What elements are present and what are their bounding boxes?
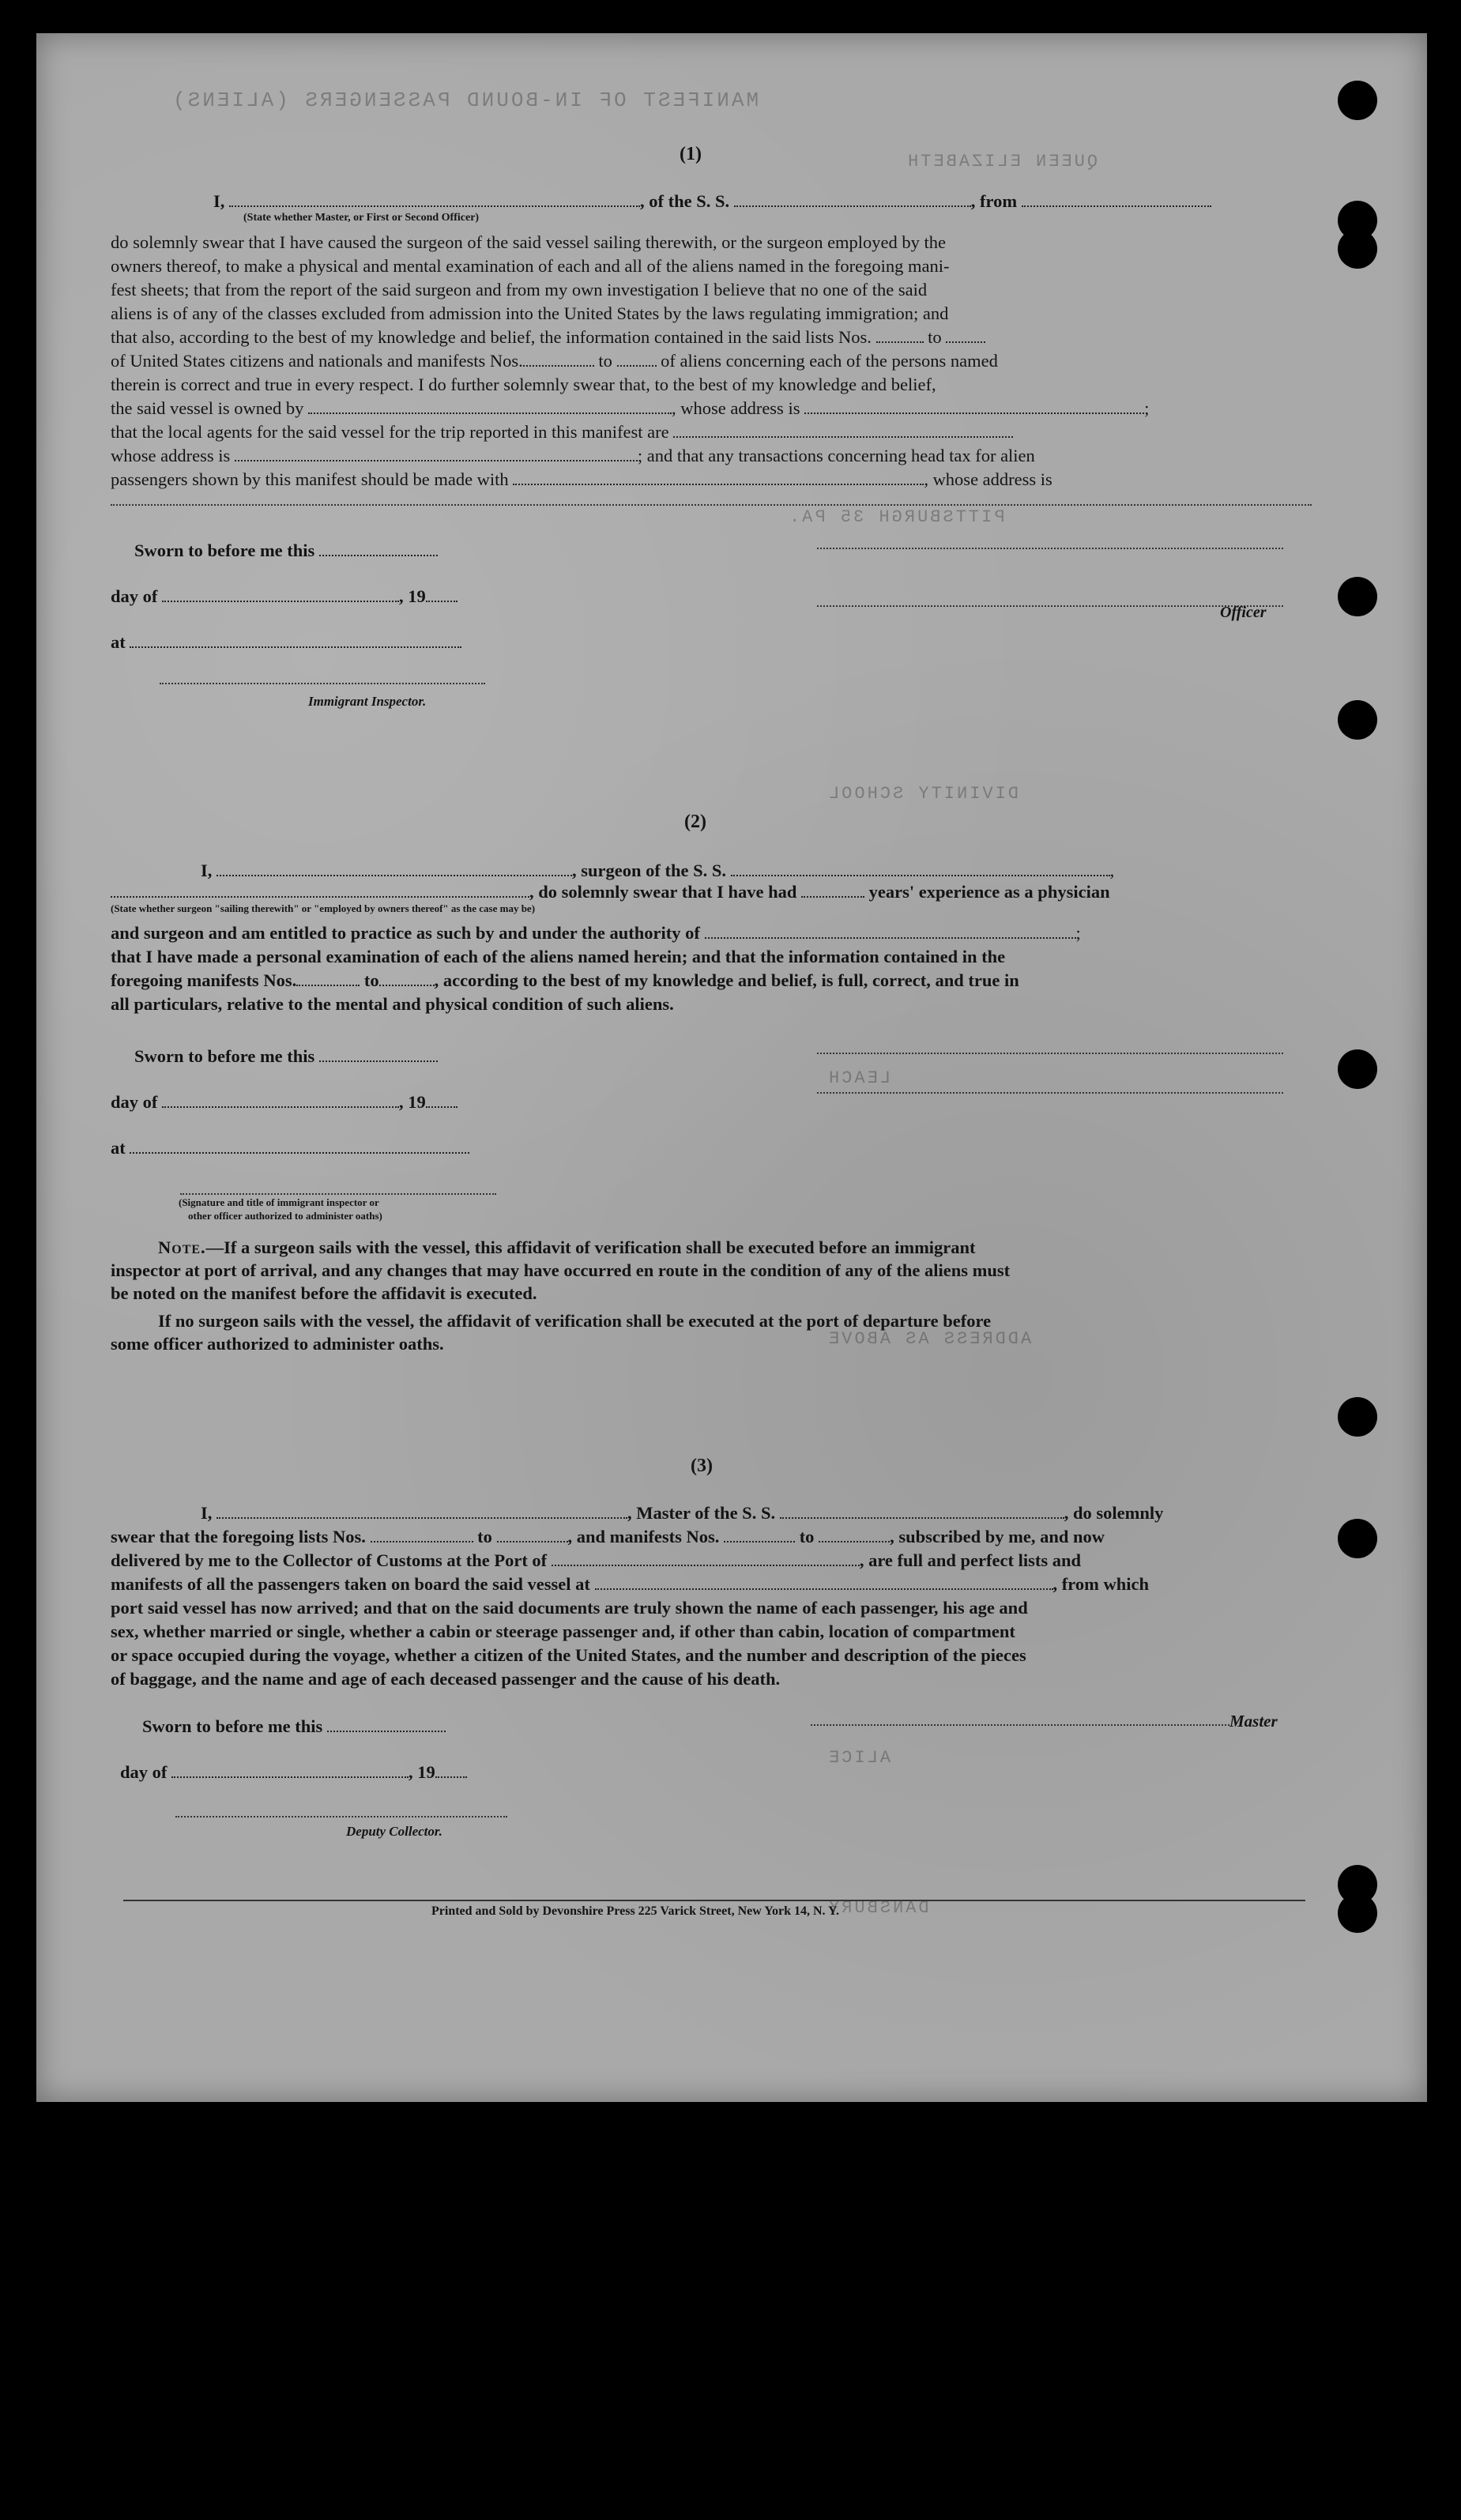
s3-day-of: day of , 19 (120, 1761, 467, 1784)
punch-hole (1338, 700, 1377, 740)
s1-sworn: Sworn to before me this (134, 539, 438, 562)
s2-no-surgeon-2: some officer authorized to administer oaths. (111, 1334, 444, 1354)
surgeon-note: (State whether surgeon "sailing therewith" or "employed by owners thereof" as the case may be) (111, 902, 536, 914)
s3-line-8: of baggage, and the name and age of each deceased passenger and the cause of his death. (111, 1669, 781, 1689)
s2-note-1: Note.—If a surgeon sails with the vessel, this affidavit of verification shall be executed before an immigrant (158, 1237, 976, 1257)
master-line (811, 1724, 1229, 1726)
inspector-line (160, 683, 485, 684)
s2-no-surgeon-1: If no surgeon sails with the vessel, the affidavit of verification shall be executed at the port of departure before (158, 1311, 992, 1331)
s3-line-4: manifests of all the passengers taken on board the said vessel at , from which (111, 1574, 1149, 1594)
s2-day-of: day of , 19 (111, 1090, 458, 1113)
s1-officer-line-2 (817, 605, 1283, 607)
s3-sworn: Sworn to before me this (142, 1715, 446, 1738)
s3-line-1: I, , Master of the S. S. , do solemnly (201, 1503, 1164, 1523)
s3-line-2: swear that the foregoing lists Nos. to , and manifests Nos. to , subscribed by me, and now (111, 1527, 1105, 1546)
s1-line-10: that the local agents for the said vessel for the trip reported in this manifest are (111, 420, 1013, 443)
deputy-line (175, 1816, 507, 1817)
punch-hole (1338, 1049, 1377, 1089)
officer-label: Officer (1220, 604, 1267, 621)
s1-line-8: therein is correct and true in every respect. I do further solemnly swear that, to the best of my knowledge and belief, (111, 375, 936, 394)
s3-line-6: sex, whether married or single, whether a cabin or steerage passenger and, if other than cabin, location of compartment (111, 1622, 1015, 1641)
section-1-number: (1) (680, 144, 702, 164)
s2-line-3: and surgeon and am entitled to practice as such by and under the authority of ; (111, 923, 1081, 943)
punch-hole (1338, 81, 1377, 120)
s2-line-6: all particulars, relative to the mental and physical condition of such aliens. (111, 994, 674, 1014)
s1-line-5: aliens is of any of the classes excluded from admission into the United States by the laws regulating immigration; and (111, 303, 949, 323)
s1-line-4: fest sheets; that from the report of the said surgeon and from my own investigation I believe that no one of the said (111, 280, 928, 299)
s1-line-12: passengers shown by this manifest should be made with , whose address is (111, 469, 1052, 489)
s1-line-7: of United States citizens and nationals and manifests Nos. to of aliens concerning each of the persons named (111, 351, 998, 371)
s2-note-3: be noted on the manifest before the affidavit is executed. (111, 1283, 537, 1303)
master-label: Master (1229, 1712, 1278, 1731)
deputy-label: Deputy Collector. (346, 1824, 442, 1839)
inspector-label: Immigrant Inspector. (308, 694, 427, 709)
printer-footer: Printed and Sold by Devonshire Press 225 Varick Street, New York 14, N. Y. (431, 1904, 840, 1918)
manifest-page: MANIFEST OF IN-BOUND PASSENGERS (ALIENS) QUEEN ELIZABETH PITTSBURGH 35 PA. DIVINITY SCHOOL LEACH ADDRESS AS ABOVE ALICE DANSBURY (1) I, , of the S. S. , from (State whether Master, or First or Second Officer) do solemnly swear that I have caused the surgeon of the said vessel sailing therewith, or the surgeon employed by the owners thereof, to make a physical and mental examination of each and all of the aliens named in the foregoing mani- fest sheets; that from the report of the said surgeon and from my own investigation I believe that no one of the said aliens is of any of the classes excluded from admission into the United States by the laws regulating immigration; and that also, according to the best of my knowledge and belief, the information contained in the said lists Nos. to of United States citizens and nationals and manifests Nos. to of aliens concerning each of the persons named therein is correct and true in every respect. I do further solemnly swear that, to the best of my knowledge and belief, the said vessel is owned by , whose address is ; that the local agents for the said vessel for the trip reported in this manifest are whose address is ; and that any transactions concerning head tax for alien passengers shown by this manifest should be made with , whose address is Sworn to before me this day of , 19 at Officer Immigrant Inspector. (2) I, , surgeon of the S. S. , , do solemnly swear that I have had years' experience as a physician (State whether surgeon "sailing therewith" or "employed by owners thereof" as the case may be) and surgeon and am entitled to practice as such by and under the authority of ; that I have made a personal examination of each of the aliens named herein; and that the information contained in the foregoing manifests Nos. to , according to the best of my knowledge and belief, is full, correct, and true in all particulars, relative to the mental and physical condition of such aliens. Sworn to before me this day of , 19 at (Signature and title of immigrant inspector or other officer authorized to administer oaths) Note.—If a surgeon sails with the vessel, this affidavit of verification shall be executed before an immigrant inspector at port of arrival, and any changes that may have occurred en route in the condition of any of the aliens must be noted on the manifest before the affidavit is executed. If no surgeon sails with the vessel, the affidavit of verification shall be executed at the port of departure before some officer authorized to administer oaths. (3) I, , Master of the S. S. , do solemnly swear that the foregoing lists Nos. to , and manifests Nos. to , subscribed by me, and now delivered by me to the Collector of Customs at the Port of , are full and perfect lists and manifests of all the passengers taken on board the said vessel at , from which port said vessel has now arrived; and that on the said documents are truly shown the name of each passenger, his age and sex, whether married or single, whether a cabin or steerage passenger and, if other than cabin, location of compartment or space occupied during the voyage, whether a citizen of the United States, and the number and description of the pieces of baggage, and the name and age of each deceased passenger and the cause of his death. Sworn to before me this Master day of , 19 Deputy Collector. Printed and Sold by Devonshire Press 225 Varick Street, New York 14, N. Y. (36, 33, 1427, 2102)
footer-rule (123, 1900, 1305, 1901)
s1-line-11: whose address is ; and that any transactions concerning head tax for alien (111, 446, 1035, 465)
section-2-number: (2) (684, 812, 706, 832)
s2-line-4: that I have made a personal examination of each of the aliens named herein; and that the information contained in the (111, 947, 1006, 966)
sig-note-2: other officer authorized to administer oaths) (188, 1210, 382, 1222)
officer-note: (State whether Master, or First or Second Officer) (243, 212, 480, 224)
s3-line-5: port said vessel has now arrived; and that on the said documents are truly shown the name of each passenger, his age and (111, 1598, 1028, 1618)
s1-line-9: the said vessel is owned by , whose address is ; (111, 398, 1150, 418)
s2-line-1: I, , surgeon of the S. S. , (201, 861, 1115, 880)
s3-line-3: delivered by me to the Collector of Customs at the Port of , are full and perfect lists and (111, 1550, 1082, 1570)
punch-hole (1338, 577, 1377, 616)
s1-address-line (111, 504, 1312, 506)
s3-line-7: or space occupied during the voyage, whether a citizen of the United States, and the number and description of the pieces (111, 1645, 1026, 1665)
s2-note-2: inspector at port of arrival, and any changes that may have occurred en route in the condition of any of the aliens must (111, 1260, 1011, 1280)
s2-surgeon-line-2 (817, 1092, 1283, 1094)
s2-line-2: , do solemnly swear that I have had years' experience as a physician (111, 880, 1110, 903)
s1-line-2: do solemnly swear that I have caused the surgeon of the said vessel sailing therewith, or the surgeon employed by the (111, 232, 947, 252)
s1-line-6: that also, according to the best of my knowledge and belief, the information contained in the said lists Nos. to (111, 326, 985, 348)
punch-hole (1338, 1397, 1377, 1437)
punch-hole (1338, 229, 1377, 269)
section-3-number: (3) (691, 1456, 713, 1476)
s2-signature-line (180, 1193, 496, 1195)
s2-sworn: Sworn to before me this (134, 1045, 438, 1068)
sig-note-1: (Signature and title of immigrant inspector or (179, 1196, 379, 1208)
s1-day-of: day of , 19 (111, 585, 458, 608)
punch-hole (1338, 1893, 1377, 1933)
s2-surgeon-line-1 (817, 1053, 1283, 1054)
punch-hole (1338, 1519, 1377, 1558)
s2-line-5: foregoing manifests Nos. to , according to the best of my knowledge and belief, is full, correct, and true in (111, 970, 1019, 990)
s1-line-1: I, , of the S. S. , from (213, 190, 1211, 213)
s1-line-3: owners thereof, to make a physical and mental examination of each and all of the aliens named in the foregoing mani- (111, 256, 950, 276)
s2-at: at (111, 1136, 469, 1159)
s1-at: at (111, 631, 461, 654)
s1-officer-line-1 (817, 548, 1283, 549)
